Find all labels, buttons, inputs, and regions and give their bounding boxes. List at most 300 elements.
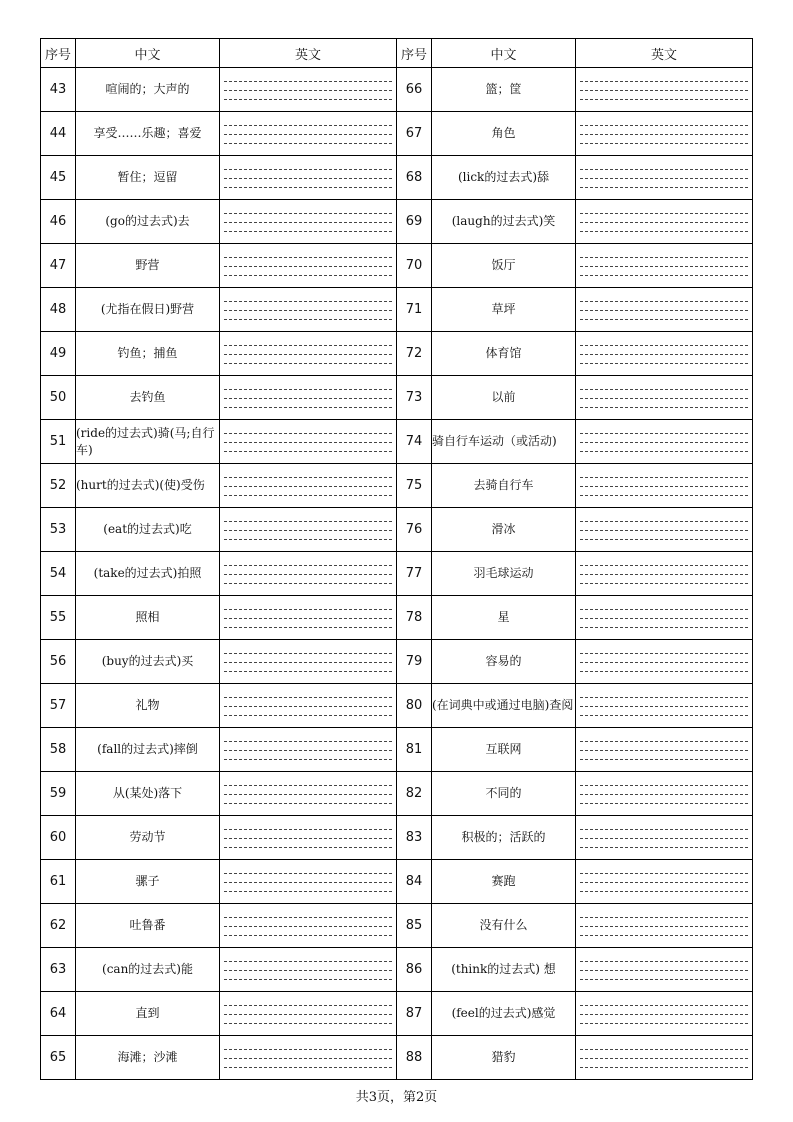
dashed-writing-line: [580, 231, 748, 232]
dashed-writing-line: [224, 741, 392, 742]
english-answer-blank[interactable]: [220, 992, 397, 1036]
dashed-writing-line: [224, 1023, 392, 1024]
row-number: 83: [397, 816, 432, 860]
row-number: 66: [397, 68, 432, 112]
chinese-term: 去骑自行车: [432, 464, 576, 508]
dashed-writing-line: [580, 1058, 748, 1059]
dashed-writing-line: [224, 398, 392, 399]
row-number: 47: [41, 244, 76, 288]
table-row: [41, 156, 753, 200]
dashed-writing-line: [224, 750, 392, 751]
dashed-writing-line: [580, 935, 748, 936]
row-number: 74: [397, 420, 432, 464]
table-row: [41, 904, 753, 948]
row-number: 77: [397, 552, 432, 596]
english-answer-blank[interactable]: [576, 860, 753, 904]
dashed-writing-line: [224, 609, 392, 610]
english-answer-blank[interactable]: [576, 464, 753, 508]
english-answer-blank[interactable]: [220, 376, 397, 420]
dashed-writing-line: [224, 697, 392, 698]
row-number: 48: [41, 288, 76, 332]
dashed-writing-line: [224, 979, 392, 980]
dashed-writing-line: [224, 715, 392, 716]
dashed-writing-line: [224, 143, 392, 144]
english-answer-blank[interactable]: [220, 200, 397, 244]
chinese-term: 直到: [76, 992, 220, 1036]
dashed-writing-line: [224, 838, 392, 839]
dashed-writing-line: [580, 222, 748, 223]
english-answer-blank[interactable]: [220, 332, 397, 376]
table-row: [41, 376, 753, 420]
chinese-term: (lick的过去式)舔: [432, 156, 576, 200]
table-row: [41, 684, 753, 728]
dashed-writing-line: [580, 583, 748, 584]
row-number: 73: [397, 376, 432, 420]
dashed-writing-line: [580, 926, 748, 927]
dashed-writing-line: [224, 829, 392, 830]
chinese-term: 饭厅: [432, 244, 576, 288]
dashed-writing-line: [580, 873, 748, 874]
dashed-writing-line: [580, 803, 748, 804]
table-row: [41, 464, 753, 508]
dashed-writing-line: [580, 451, 748, 452]
vocabulary-table: [40, 38, 753, 1080]
dashed-writing-line: [580, 213, 748, 214]
dashed-writing-line: [224, 671, 392, 672]
dashed-writing-line: [580, 275, 748, 276]
chinese-term: 角色: [432, 112, 576, 156]
table-row: [41, 772, 753, 816]
english-answer-blank[interactable]: [220, 948, 397, 992]
chinese-term: 吐鲁番: [76, 904, 220, 948]
dashed-writing-line: [580, 741, 748, 742]
english-answer-blank[interactable]: [220, 244, 397, 288]
dashed-writing-line: [224, 961, 392, 962]
row-number: 45: [41, 156, 76, 200]
dashed-writing-line: [580, 310, 748, 311]
dashed-writing-line: [224, 169, 392, 170]
chinese-term: (go的过去式)去: [76, 200, 220, 244]
english-answer-blank[interactable]: [220, 728, 397, 772]
dashed-writing-line: [224, 882, 392, 883]
english-answer-blank[interactable]: [220, 684, 397, 728]
row-number: 80: [397, 684, 432, 728]
row-number: 86: [397, 948, 432, 992]
table-row: [41, 596, 753, 640]
english-answer-blank[interactable]: [576, 992, 753, 1036]
dashed-writing-line: [224, 301, 392, 302]
dashed-writing-line: [224, 477, 392, 478]
dashed-writing-line: [224, 1058, 392, 1059]
row-number: 84: [397, 860, 432, 904]
row-number: 64: [41, 992, 76, 1036]
english-answer-blank[interactable]: [576, 376, 753, 420]
dashed-writing-line: [224, 178, 392, 179]
english-answer-blank[interactable]: [220, 640, 397, 684]
row-number: 70: [397, 244, 432, 288]
dashed-writing-line: [224, 627, 392, 628]
row-number: 53: [41, 508, 76, 552]
dashed-writing-line: [224, 662, 392, 663]
dashed-writing-line: [580, 618, 748, 619]
row-number: 71: [397, 288, 432, 332]
english-answer-blank[interactable]: [576, 156, 753, 200]
dashed-writing-line: [224, 891, 392, 892]
english-answer-blank[interactable]: [576, 288, 753, 332]
table-row: [41, 552, 753, 596]
dashed-writing-line: [580, 354, 748, 355]
chinese-term: (think的过去式) 想: [432, 948, 576, 992]
table-row: [41, 244, 753, 288]
row-number: 46: [41, 200, 76, 244]
chinese-term: (buy的过去式)买: [76, 640, 220, 684]
dashed-writing-line: [224, 539, 392, 540]
english-answer-blank[interactable]: [576, 420, 753, 464]
table-row: [41, 1036, 753, 1080]
english-answer-blank[interactable]: [576, 244, 753, 288]
dashed-writing-line: [224, 433, 392, 434]
chinese-term: 暂住；逗留: [76, 156, 220, 200]
row-number: 82: [397, 772, 432, 816]
english-answer-blank[interactable]: [220, 508, 397, 552]
dashed-writing-line: [580, 829, 748, 830]
table-row: [41, 332, 753, 376]
row-number: 75: [397, 464, 432, 508]
dashed-writing-line: [224, 90, 392, 91]
dashed-writing-line: [580, 477, 748, 478]
chinese-term: (eat的过去式)吃: [76, 508, 220, 552]
dashed-writing-line: [580, 143, 748, 144]
dashed-writing-line: [224, 794, 392, 795]
dashed-writing-line: [224, 213, 392, 214]
header-number: 序号: [41, 39, 76, 68]
dashed-writing-line: [224, 275, 392, 276]
dashed-writing-line: [580, 169, 748, 170]
chinese-term: (laugh的过去式)笑: [432, 200, 576, 244]
dashed-writing-line: [224, 1049, 392, 1050]
dashed-writing-line: [580, 574, 748, 575]
english-answer-blank[interactable]: [576, 200, 753, 244]
dashed-writing-line: [224, 389, 392, 390]
dashed-writing-line: [580, 961, 748, 962]
english-answer-blank[interactable]: [576, 948, 753, 992]
dashed-writing-line: [224, 319, 392, 320]
row-number: 54: [41, 552, 76, 596]
chinese-term: 海滩；沙滩: [76, 1036, 220, 1080]
dashed-writing-line: [580, 750, 748, 751]
chinese-term: 喧闹的；大声的: [76, 68, 220, 112]
english-answer-blank[interactable]: [220, 816, 397, 860]
row-number: 69: [397, 200, 432, 244]
dashed-writing-line: [580, 785, 748, 786]
dashed-writing-line: [580, 794, 748, 795]
dashed-writing-line: [580, 565, 748, 566]
dashed-writing-line: [580, 301, 748, 302]
english-answer-blank[interactable]: [220, 112, 397, 156]
chinese-term: 猎豹: [432, 1036, 576, 1080]
dashed-writing-line: [580, 187, 748, 188]
dashed-writing-line: [224, 565, 392, 566]
row-number: 72: [397, 332, 432, 376]
row-number: 67: [397, 112, 432, 156]
dashed-writing-line: [224, 310, 392, 311]
table-row: [41, 728, 753, 772]
dashed-writing-line: [224, 134, 392, 135]
dashed-writing-line: [224, 407, 392, 408]
dashed-writing-line: [224, 81, 392, 82]
row-number: 81: [397, 728, 432, 772]
english-answer-blank[interactable]: [576, 904, 753, 948]
english-answer-blank[interactable]: [220, 1036, 397, 1080]
english-answer-blank[interactable]: [576, 816, 753, 860]
table-body: [41, 68, 753, 1080]
chinese-term: 体育馆: [432, 332, 576, 376]
english-answer-blank[interactable]: [220, 288, 397, 332]
row-number: 43: [41, 68, 76, 112]
row-number: 58: [41, 728, 76, 772]
dashed-writing-line: [580, 1005, 748, 1006]
english-answer-blank[interactable]: [576, 596, 753, 640]
chinese-term: 积极的；活跃的: [432, 816, 576, 860]
chinese-term: (ride的过去式)骑(马;自行车): [76, 420, 220, 464]
chinese-term: 骑自行车运动（或活动): [432, 420, 576, 464]
dashed-writing-line: [580, 653, 748, 654]
dashed-writing-line: [224, 759, 392, 760]
chinese-term: (feel的过去式)感觉: [432, 992, 576, 1036]
row-number: 57: [41, 684, 76, 728]
dashed-writing-line: [580, 838, 748, 839]
dashed-writing-line: [580, 1023, 748, 1024]
chinese-term: 劳动节: [76, 816, 220, 860]
page-footer: 共3页，第2页: [355, 1090, 438, 1105]
chinese-term: 不同的: [432, 772, 576, 816]
dashed-writing-line: [224, 847, 392, 848]
chinese-term: 滑冰: [432, 508, 576, 552]
chinese-term: 从(某处)落下: [76, 772, 220, 816]
english-answer-blank[interactable]: [576, 640, 753, 684]
row-number: 88: [397, 1036, 432, 1080]
chinese-term: (take的过去式)拍照: [76, 552, 220, 596]
row-number: 60: [41, 816, 76, 860]
header-chinese: 中文: [432, 39, 576, 68]
english-answer-blank[interactable]: [576, 112, 753, 156]
dashed-writing-line: [580, 266, 748, 267]
dashed-writing-line: [580, 407, 748, 408]
english-answer-blank[interactable]: [220, 772, 397, 816]
dashed-writing-line: [224, 970, 392, 971]
dashed-writing-line: [224, 257, 392, 258]
dashed-writing-line: [580, 847, 748, 848]
chinese-term: 照相: [76, 596, 220, 640]
chinese-term: 互联网: [432, 728, 576, 772]
dashed-writing-line: [580, 1067, 748, 1068]
chinese-term: 容易的: [432, 640, 576, 684]
dashed-writing-line: [580, 917, 748, 918]
table-row: [41, 860, 753, 904]
english-answer-blank[interactable]: [220, 860, 397, 904]
dashed-writing-line: [224, 1005, 392, 1006]
dashed-writing-line: [580, 178, 748, 179]
chinese-term: 篮；筐: [432, 68, 576, 112]
english-answer-blank[interactable]: [220, 68, 397, 112]
dashed-writing-line: [224, 926, 392, 927]
dashed-writing-line: [224, 231, 392, 232]
header-number: 序号: [397, 39, 432, 68]
dashed-writing-line: [580, 627, 748, 628]
dashed-writing-line: [224, 345, 392, 346]
dashed-writing-line: [224, 935, 392, 936]
english-answer-blank[interactable]: [576, 684, 753, 728]
dashed-writing-line: [224, 125, 392, 126]
row-number: 55: [41, 596, 76, 640]
row-number: 65: [41, 1036, 76, 1080]
dashed-writing-line: [580, 662, 748, 663]
english-answer-blank[interactable]: [220, 596, 397, 640]
row-number: 50: [41, 376, 76, 420]
dashed-writing-line: [224, 1014, 392, 1015]
dashed-writing-line: [224, 785, 392, 786]
table-row: [41, 200, 753, 244]
dashed-writing-line: [224, 222, 392, 223]
table-row: [41, 288, 753, 332]
row-number: 63: [41, 948, 76, 992]
chinese-term: (在词典中或通过电脑)查阅: [432, 684, 576, 728]
english-answer-blank[interactable]: [576, 728, 753, 772]
english-answer-blank[interactable]: [576, 332, 753, 376]
table-row: [41, 992, 753, 1036]
row-number: 87: [397, 992, 432, 1036]
dashed-writing-line: [224, 521, 392, 522]
table-row: [41, 816, 753, 860]
dashed-writing-line: [224, 451, 392, 452]
chinese-term: 赛跑: [432, 860, 576, 904]
chinese-term: 去钓鱼: [76, 376, 220, 420]
dashed-writing-line: [224, 486, 392, 487]
dashed-writing-line: [224, 187, 392, 188]
chinese-term: 星: [432, 596, 576, 640]
table-row: [41, 420, 753, 464]
row-number: 76: [397, 508, 432, 552]
dashed-writing-line: [224, 653, 392, 654]
dashed-writing-line: [580, 609, 748, 610]
chinese-term: 以前: [432, 376, 576, 420]
chinese-term: 没有什么: [432, 904, 576, 948]
chinese-term: 草坪: [432, 288, 576, 332]
dashed-writing-line: [580, 345, 748, 346]
row-number: 52: [41, 464, 76, 508]
dashed-writing-line: [580, 257, 748, 258]
dashed-writing-line: [224, 99, 392, 100]
dashed-writing-line: [224, 530, 392, 531]
row-number: 44: [41, 112, 76, 156]
table-row: [41, 640, 753, 684]
dashed-writing-line: [580, 1014, 748, 1015]
dashed-writing-line: [224, 803, 392, 804]
dashed-writing-line: [580, 706, 748, 707]
dashed-writing-line: [580, 486, 748, 487]
dashed-writing-line: [224, 618, 392, 619]
chinese-term: 钓鱼；捕鱼: [76, 332, 220, 376]
dashed-writing-line: [580, 882, 748, 883]
dashed-writing-line: [580, 715, 748, 716]
chinese-term: 野营: [76, 244, 220, 288]
dashed-writing-line: [580, 389, 748, 390]
chinese-term: (can的过去式)能: [76, 948, 220, 992]
english-answer-blank[interactable]: [220, 904, 397, 948]
row-number: 51: [41, 420, 76, 464]
dashed-writing-line: [224, 1067, 392, 1068]
dashed-writing-line: [580, 99, 748, 100]
row-number: 62: [41, 904, 76, 948]
dashed-writing-line: [580, 319, 748, 320]
dashed-writing-line: [580, 398, 748, 399]
table-row: [41, 68, 753, 112]
dashed-writing-line: [580, 891, 748, 892]
dashed-writing-line: [580, 530, 748, 531]
chinese-term: (尤指在假日)野营: [76, 288, 220, 332]
row-number: 78: [397, 596, 432, 640]
english-answer-blank[interactable]: [576, 772, 753, 816]
dashed-writing-line: [580, 539, 748, 540]
english-answer-blank[interactable]: [576, 508, 753, 552]
chinese-term: 礼物: [76, 684, 220, 728]
dashed-writing-line: [580, 134, 748, 135]
chinese-term: (hurt的过去式)(使)受伤: [76, 464, 220, 508]
dashed-writing-line: [580, 495, 748, 496]
english-answer-blank[interactable]: [220, 552, 397, 596]
table-row: [41, 508, 753, 552]
dashed-writing-line: [224, 706, 392, 707]
english-answer-blank[interactable]: [220, 464, 397, 508]
dashed-writing-line: [580, 970, 748, 971]
dashed-writing-line: [580, 521, 748, 522]
chinese-term: 享受……乐趣；喜爱: [76, 112, 220, 156]
row-number: 49: [41, 332, 76, 376]
english-answer-blank[interactable]: [576, 552, 753, 596]
dashed-writing-line: [224, 873, 392, 874]
chinese-term: (fall的过去式)摔倒: [76, 728, 220, 772]
dashed-writing-line: [224, 917, 392, 918]
dashed-writing-line: [580, 697, 748, 698]
dashed-writing-line: [224, 574, 392, 575]
table-row: [41, 948, 753, 992]
english-answer-blank[interactable]: [576, 68, 753, 112]
dashed-writing-line: [224, 442, 392, 443]
header-english: 英文: [220, 39, 397, 68]
english-answer-blank[interactable]: [220, 156, 397, 200]
dashed-writing-line: [580, 1049, 748, 1050]
row-number: 68: [397, 156, 432, 200]
table-row: [41, 112, 753, 156]
chinese-term: 骡子: [76, 860, 220, 904]
english-answer-blank[interactable]: [220, 420, 397, 464]
dashed-writing-line: [580, 125, 748, 126]
dashed-writing-line: [580, 433, 748, 434]
dashed-writing-line: [224, 583, 392, 584]
dashed-writing-line: [580, 81, 748, 82]
dashed-writing-line: [580, 442, 748, 443]
row-number: 61: [41, 860, 76, 904]
row-number: 59: [41, 772, 76, 816]
dashed-writing-line: [224, 266, 392, 267]
row-number: 56: [41, 640, 76, 684]
english-answer-blank[interactable]: [576, 1036, 753, 1080]
dashed-writing-line: [580, 90, 748, 91]
header-english: 英文: [576, 39, 753, 68]
dashed-writing-line: [580, 363, 748, 364]
dashed-writing-line: [224, 354, 392, 355]
header-row: [41, 39, 753, 68]
